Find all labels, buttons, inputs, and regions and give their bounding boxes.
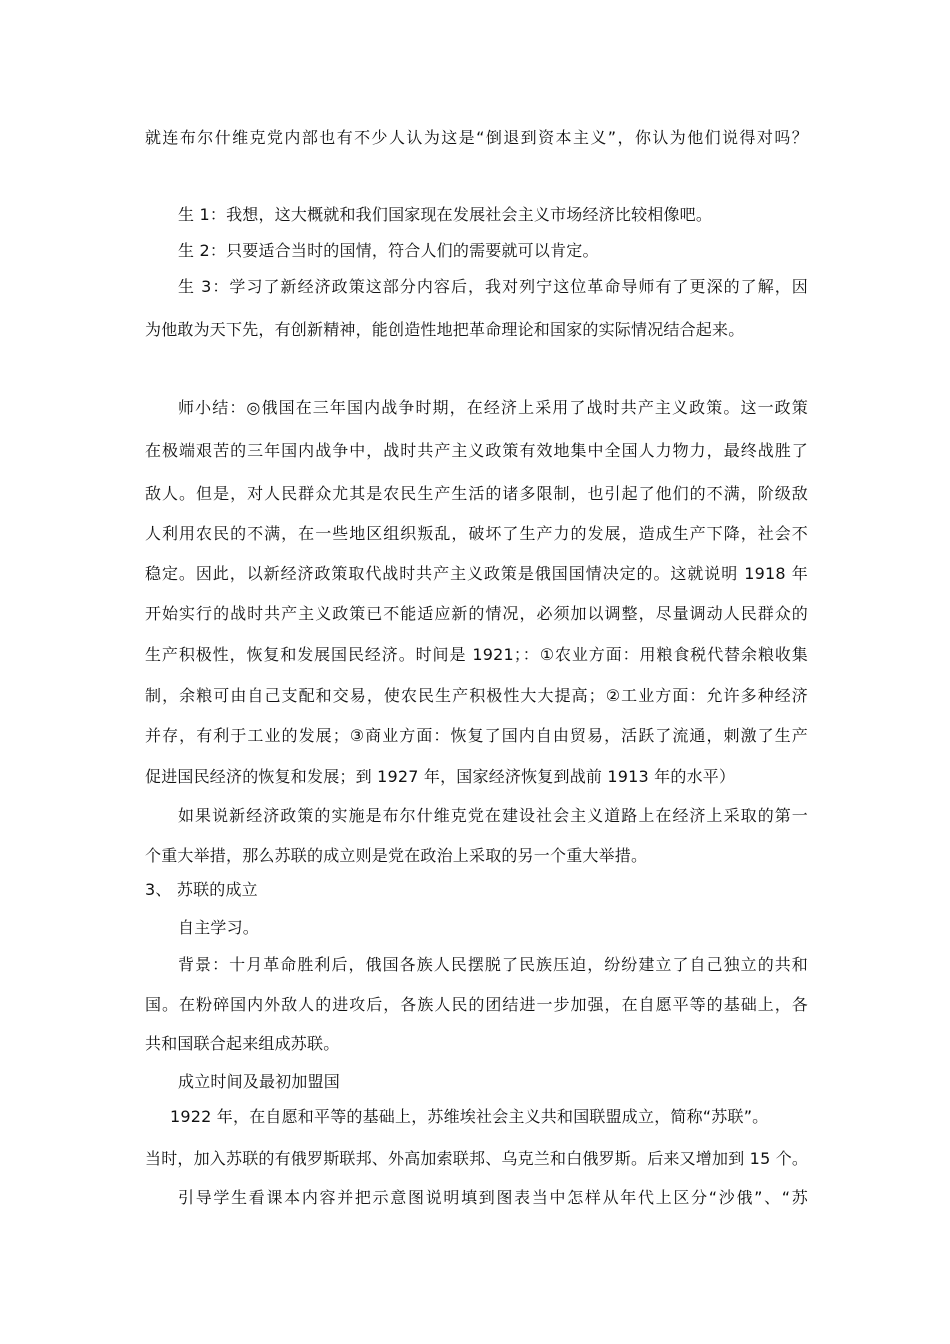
- student-answer-1: 生 1：我想，这大概就和我们国家现在发展社会主义市场经济比较相像吧。: [178, 205, 713, 224]
- text-line: 敌人。但是，对人民群众尤其是农民生产生活的诸多限制，也引起了他们的不满，阶级敌: [145, 484, 808, 503]
- text-line: 为他敢为天下先，有创新精神，能创造性地把革命理论和国家的实际情况结合起来。: [145, 320, 745, 339]
- text-line: 共和国联合起来组成苏联。: [145, 1034, 340, 1053]
- text-line: 人利用农民的不满，在一些地区组织叛乱，破坏了生产力的发展，造成生产下降，社会不: [145, 524, 808, 543]
- text-line: 促进国民经济的恢复和发展；到 1927 年，国家经济恢复到战前 1913 年的水平）: [145, 767, 736, 786]
- text-line: 当时，加入苏联的有俄罗斯联邦、外高加索联邦、乌克兰和白俄罗斯。后来又增加到 15 个。: [145, 1149, 809, 1168]
- section-heading: 3、 苏联的成立: [145, 880, 258, 899]
- student-answer-3: 生 3：学习了新经济政策这部分内容后，我对列宁这位革命导师有了更深的了解，因: [178, 277, 808, 296]
- text-line: 并存，有利于工业的发展；③商业方面：恢复了国内自由贸易，活跃了流通，刺激了生产: [145, 726, 808, 745]
- text-line: 在极端艰苦的三年国内战争中，战时共产主义政策有效地集中全国人力物力，最终战胜了: [145, 441, 808, 460]
- text-line: 国。在粉碎国内外敌人的进攻后，各族人民的团结进一步加强，在自愿平等的基础上，各: [145, 995, 808, 1014]
- subheading: 成立时间及最初加盟国: [178, 1072, 341, 1091]
- teacher-summary: 师小结：◎俄国在三年国内战争时期，在经济上采用了战时共产主义政策。这一政策: [178, 398, 808, 417]
- text-line: 制，余粮可由自己支配和交易，使农民生产积极性大大提高；②工业方面：允许多种经济: [145, 686, 808, 705]
- text-line: 生产积极性，恢复和发展国民经济。时间是 1921；：①农业方面：用粮食税代替余粮收集: [145, 645, 808, 664]
- text-line: 就连布尔什维克党内部也有不少人认为这是“倒退到资本主义”，你认为他们说得对吗？: [145, 128, 808, 147]
- student-answer-2: 生 2：只要适合当时的国情，符合人们的需要就可以肯定。: [178, 241, 599, 260]
- text-line: 个重大举措，那么苏联的成立则是党在政治上采取的另一个重大举措。: [145, 846, 648, 865]
- text-line: 1922 年，在自愿和平等的基础上，苏维埃社会主义共和国联盟成立，简称“苏联”。: [170, 1107, 769, 1126]
- text-line: 开始实行的战时共产主义政策已不能适应新的情况，必须加以调整，尽量调动人民群众的: [145, 604, 808, 623]
- subheading: 自主学习。: [178, 918, 260, 937]
- background-paragraph: 背景：十月革命胜利后，俄国各族人民摆脱了民族压迫，纷纷建立了自己独立的共和: [178, 955, 808, 974]
- paragraph-start: 如果说新经济政策的实施是布尔什维克党在建设社会主义道路上在经济上采取的第一: [178, 806, 808, 825]
- text-line: 引导学生看课本内容并把示意图说明填到图表当中怎样从年代上区分“沙俄”、“苏: [178, 1188, 808, 1207]
- text-line: 稳定。因此，以新经济政策取代战时共产主义政策是俄国国情决定的。这就说明 1918 年: [145, 564, 808, 583]
